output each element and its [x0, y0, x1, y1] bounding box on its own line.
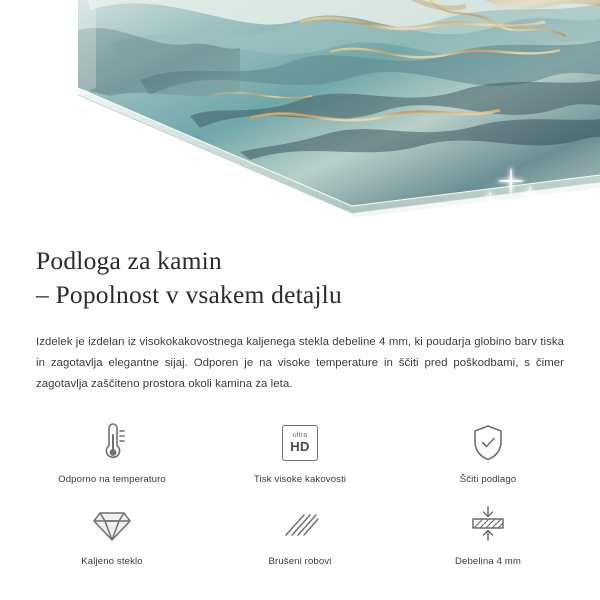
ultra-hd-icon — [282, 421, 318, 465]
feature-label: Tisk visoke kakovosti — [253, 473, 347, 485]
feature-item-thickness — [394, 503, 582, 585]
glass-panel-illustration — [0, 0, 600, 222]
content-section — [0, 222, 600, 395]
feature-item-tempered-glass — [18, 503, 206, 585]
polished-edges-icon — [278, 503, 322, 547]
thermometer-icon — [92, 421, 132, 465]
description-paragraph: Izdelek je izdelan iz visokokakovostnega kaljenega stekla debeline 4 mm, ki poudarja globino barv tiska in zagotavlja elegantne sijaj. Odporen je na visoke temperature in ščiti pred poškodbami, s čimer zagotavlja zaščiteno prostora okoli kamina za leta. — [36, 336, 564, 390]
shield-check-icon — [468, 421, 508, 465]
feature-label: Debelina 4 mm — [454, 555, 522, 567]
feature-label: Brušeni robovi — [268, 555, 332, 567]
page-title — [36, 244, 564, 312]
feature-grid — [0, 421, 600, 585]
ultra-hd-badge-bottom: HD — [290, 439, 310, 455]
feature-item-polished-edges — [206, 503, 394, 585]
headline-line-2: – Popolnost v vsakem detajlu — [36, 280, 342, 310]
diamond-icon — [91, 503, 133, 547]
hero-image — [0, 0, 600, 222]
feature-item-protects-surface — [394, 421, 582, 503]
feature-item-print-quality — [206, 421, 394, 503]
feature-label: Odporno na temperaturo — [58, 473, 166, 485]
feature-item-temperature-resistant — [18, 421, 206, 503]
feature-label: Kaljeno steklo — [81, 555, 143, 567]
ultra-hd-badge-top: ultra — [292, 432, 308, 440]
thickness-arrows-icon — [466, 503, 510, 547]
feature-label: Ščiti podlago — [459, 473, 517, 485]
headline-line-1: Podloga za kamin — [36, 246, 222, 275]
